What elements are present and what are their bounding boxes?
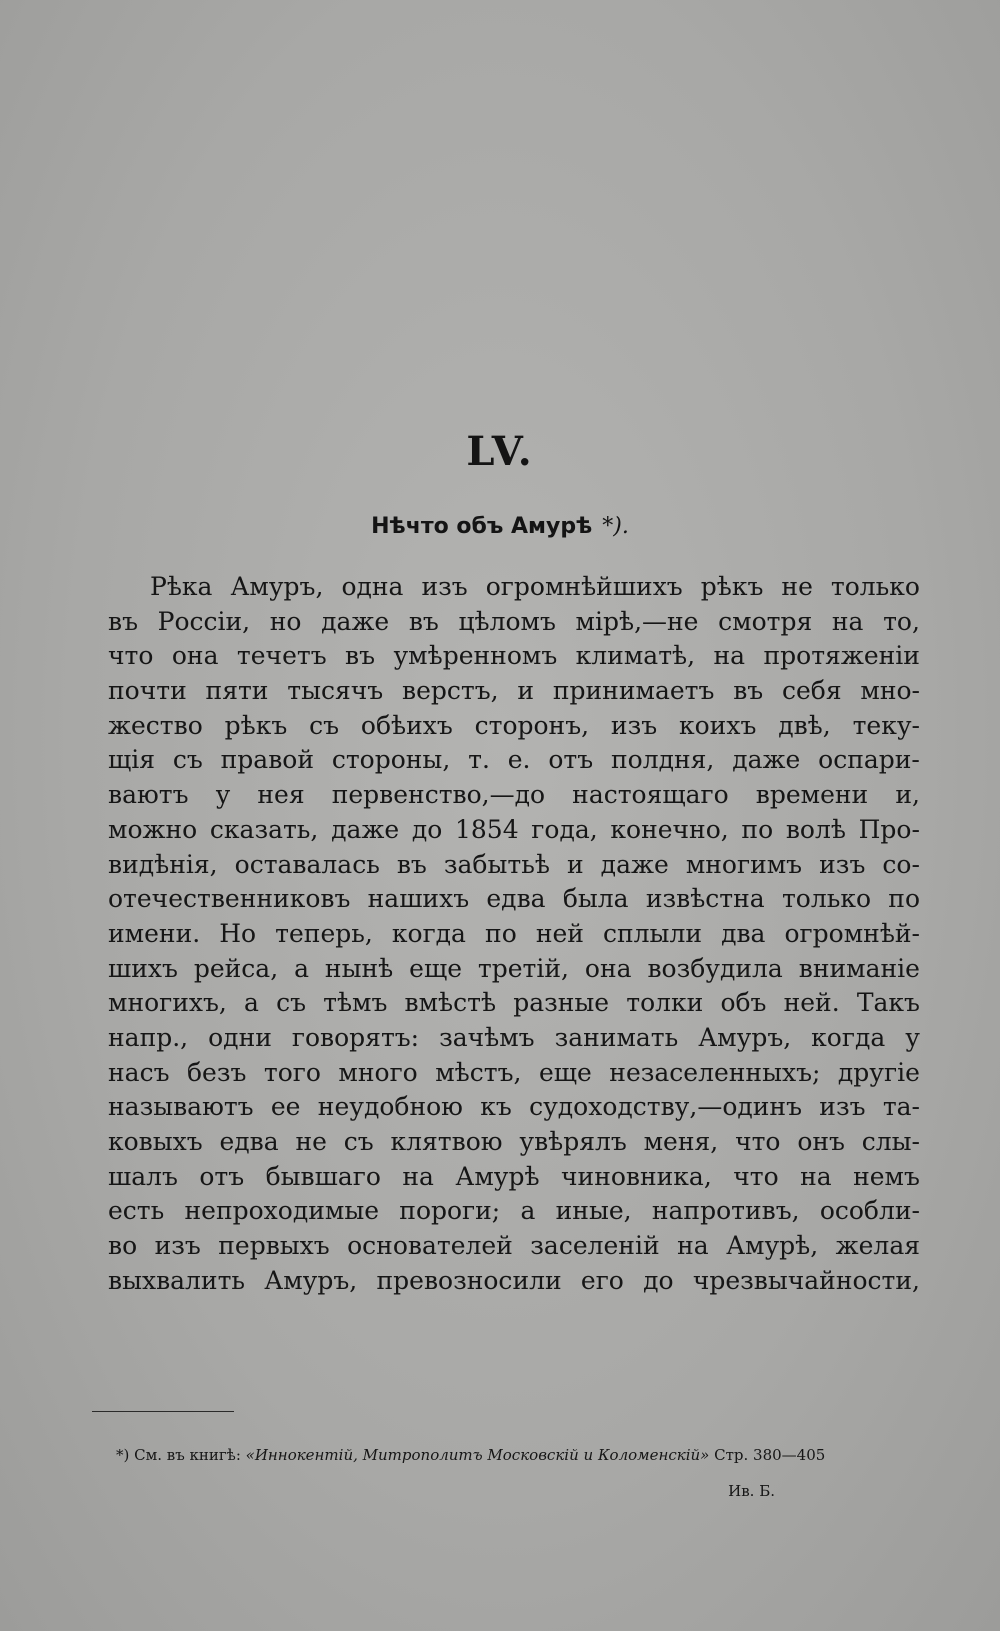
footnote-pages: Стр. 380—405 [714,1446,826,1464]
text-line: насъ безъ того много мѣстъ, еще незаселенныхъ; другіе [108,1057,920,1087]
text-line: ковыхъ едва не съ клятвою увѣрялъ меня, что онъ слы- [108,1127,920,1156]
footnote-divider [92,1411,234,1412]
text-line: отечественниковъ нашихъ едва была извѣстна только по [108,884,920,914]
text-line: ваютъ у нея первенство,—до настоящаго времени и, [108,780,920,810]
text-line: почти пяти тысячъ верстъ, и принимаетъ въ себя мно- [108,676,920,706]
footnote-reference-mark: *). [602,514,629,539]
footnote-book-title: «Иннокентій, Митрополитъ Московскій и Коломенскій» [245,1446,710,1464]
footnote-mark: *) См. въ книгѣ: [116,1446,241,1464]
text-line: шалъ отъ бывшаго на Амурѣ чиновника, что на немъ [108,1161,920,1191]
text-line: имени. Но теперь, когда по ней сплыли два огромнѣй- [108,918,920,948]
body-text [108,570,920,1298]
text-line: называютъ ее неудобною къ судоходству,—одинъ изъ та- [108,1092,920,1122]
text-line: можно сказать, даже до 1854 года, конечно, по волѣ Про- [108,814,920,844]
text-line: Рѣка Амуръ, одна изъ огромнѣйшихъ рѣкъ не только [150,572,920,601]
text-line: въ Россіи, но даже въ цѣломъ мірѣ,—не смотря на то, [108,606,920,636]
text-line: есть непроходимые пороги; а иные, напротивъ, особли- [108,1196,920,1226]
text-line: что она течетъ въ умѣренномъ климатѣ, на протяженіи [108,641,920,671]
text-line: щія съ правой стороны, т. е. отъ полдня, даже оспари- [108,745,920,775]
chapter-title [0,514,1000,539]
text-line: во изъ первыхъ основателей заселеній на Амурѣ, желая [108,1231,920,1261]
text-line: выхвалить Амуръ, превозносили его до чрезвычайности, [108,1265,920,1295]
chapter-title-text: Нѣчто объ Амурѣ [371,514,593,539]
text-line: шихъ рейса, а нынѣ еще третій, она возбудила вниманіе [108,953,920,983]
text-line: жество рѣкъ съ обѣихъ сторонъ, изъ коихъ двѣ, теку- [108,710,920,740]
footnote [116,1446,906,1464]
text-line: многихъ, а съ тѣмъ вмѣстѣ разные толки объ ней. Такъ [108,988,920,1018]
chapter-number: LV. [466,428,534,475]
footnote-signature: Ив. Б. [728,1482,775,1500]
text-line: видѣнія, оставалась въ забытьѣ и даже многимъ изъ со- [108,849,920,879]
text-line: напр., одни говорятъ: зачѣмъ занимать Амуръ, когда у [108,1022,920,1052]
